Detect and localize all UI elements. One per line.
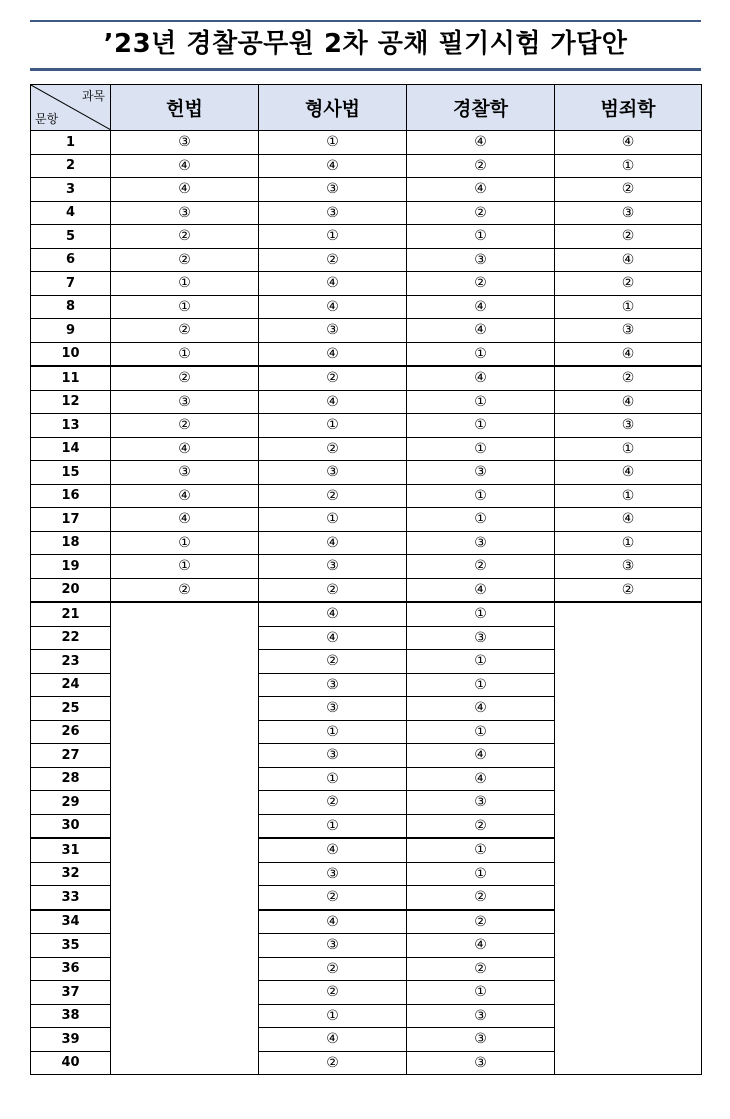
answer-cell: ① (555, 484, 702, 508)
answer-cell: ③ (407, 1051, 555, 1075)
answer-cell: ④ (259, 1028, 407, 1052)
answer-cell: ③ (259, 697, 407, 721)
question-number: 35 (31, 934, 111, 958)
question-number: 32 (31, 862, 111, 886)
question-number: 25 (31, 697, 111, 721)
question-number: 13 (31, 414, 111, 438)
question-number: 14 (31, 437, 111, 461)
question-number: 1 (31, 131, 111, 155)
answer-cell: ② (259, 366, 407, 390)
question-number: 29 (31, 791, 111, 815)
question-number: 21 (31, 602, 111, 626)
answer-cell: ④ (555, 390, 702, 414)
table-row (31, 555, 702, 579)
answer-cell: ④ (111, 178, 259, 202)
blank-cell-criminology (555, 602, 702, 1075)
table-row (31, 390, 702, 414)
subject-header-police-science: 경찰학 (407, 85, 555, 131)
answer-cell: ① (259, 767, 407, 791)
answer-table (30, 84, 702, 1075)
answer-cell: ③ (407, 1004, 555, 1028)
table-row (31, 201, 702, 225)
answer-body (31, 131, 702, 1075)
table-row (31, 248, 702, 272)
title-block (30, 20, 701, 71)
answer-cell: ② (407, 814, 555, 838)
table-row (31, 154, 702, 178)
answer-cell: ④ (407, 767, 555, 791)
question-number: 19 (31, 555, 111, 579)
answer-cell: ① (259, 225, 407, 249)
answer-cell: ③ (555, 414, 702, 438)
title-top-rule (30, 20, 701, 22)
question-number: 23 (31, 650, 111, 674)
answer-cell: ④ (407, 131, 555, 155)
question-number: 27 (31, 744, 111, 768)
answer-cell: ④ (555, 342, 702, 366)
answer-cell: ② (111, 578, 259, 602)
answer-cell: ① (259, 814, 407, 838)
question-number: 36 (31, 957, 111, 981)
answer-cell: ① (407, 414, 555, 438)
answer-cell: ④ (407, 295, 555, 319)
answer-cell: ② (259, 484, 407, 508)
answer-cell: ② (259, 248, 407, 272)
answer-cell: ③ (259, 461, 407, 485)
question-number: 6 (31, 248, 111, 272)
question-number: 31 (31, 838, 111, 862)
answer-cell: ② (111, 225, 259, 249)
answer-cell: ③ (407, 461, 555, 485)
answer-cell: ④ (555, 461, 702, 485)
answer-cell: ③ (407, 791, 555, 815)
answer-cell: ② (555, 366, 702, 390)
question-number: 10 (31, 342, 111, 366)
title-bottom-rule (30, 68, 701, 71)
answer-cell: ① (259, 1004, 407, 1028)
answer-cell: ③ (259, 862, 407, 886)
question-number: 18 (31, 531, 111, 555)
answer-cell: ① (111, 555, 259, 579)
table-row (31, 578, 702, 602)
answer-cell: ② (555, 578, 702, 602)
answer-cell: ② (259, 1051, 407, 1075)
question-number: 8 (31, 295, 111, 319)
answer-cell: ④ (407, 578, 555, 602)
answer-cell: ④ (259, 342, 407, 366)
question-number: 24 (31, 673, 111, 697)
answer-cell: ① (259, 131, 407, 155)
subject-header-criminal-law: 형사법 (259, 85, 407, 131)
answer-cell: ④ (259, 626, 407, 650)
answer-cell: ② (111, 414, 259, 438)
answer-cell: ④ (259, 390, 407, 414)
answer-cell: ① (407, 673, 555, 697)
answer-cell: ③ (259, 555, 407, 579)
answer-cell: ④ (259, 272, 407, 296)
answer-cell: ④ (407, 697, 555, 721)
answer-cell: ② (259, 957, 407, 981)
question-number: 37 (31, 981, 111, 1005)
answer-cell: ① (259, 720, 407, 744)
answer-cell: ① (407, 838, 555, 862)
answer-cell: ④ (259, 838, 407, 862)
table-row (31, 366, 702, 390)
question-number: 22 (31, 626, 111, 650)
answer-cell: ④ (259, 295, 407, 319)
answer-cell: ② (555, 225, 702, 249)
answer-cell: ④ (407, 744, 555, 768)
answer-cell: ① (407, 508, 555, 532)
question-number: 26 (31, 720, 111, 744)
question-number: 9 (31, 319, 111, 343)
answer-cell: ② (259, 886, 407, 910)
header-row (31, 85, 702, 131)
answer-cell: ② (407, 154, 555, 178)
answer-cell: ② (407, 957, 555, 981)
answer-cell: ③ (407, 626, 555, 650)
answer-cell: ① (259, 508, 407, 532)
table-row (31, 461, 702, 485)
answer-cell: ③ (111, 461, 259, 485)
answer-cell: ③ (555, 201, 702, 225)
subject-label: 과목 (81, 89, 105, 103)
subject-header-constitution: 헌법 (111, 85, 259, 131)
answer-cell: ③ (407, 531, 555, 555)
answer-cell: ④ (259, 154, 407, 178)
answer-cell: ① (111, 295, 259, 319)
answer-cell: ① (555, 154, 702, 178)
answer-cell: ④ (259, 602, 407, 626)
answer-cell: ① (111, 531, 259, 555)
answer-cell: ④ (555, 248, 702, 272)
answer-cell: ① (407, 862, 555, 886)
subject-header-criminology: 범죄학 (555, 85, 702, 131)
table-row (31, 272, 702, 296)
answer-cell: ① (407, 484, 555, 508)
answer-cell: ③ (259, 201, 407, 225)
answer-cell: ② (407, 272, 555, 296)
table-row (31, 508, 702, 532)
question-number: 38 (31, 1004, 111, 1028)
question-number: 20 (31, 578, 111, 602)
question-number: 40 (31, 1051, 111, 1075)
question-number: 5 (31, 225, 111, 249)
table-row (31, 437, 702, 461)
answer-cell: ② (407, 201, 555, 225)
question-number: 15 (31, 461, 111, 485)
answer-cell: ① (407, 650, 555, 674)
answer-cell: ① (407, 602, 555, 626)
page-title: ’23년 경찰공무원 2차 공채 필기시험 가답안 (103, 29, 628, 59)
question-number: 17 (31, 508, 111, 532)
answer-cell: ④ (111, 484, 259, 508)
answer-cell: ① (407, 981, 555, 1005)
answer-cell: ④ (407, 178, 555, 202)
question-number: 30 (31, 814, 111, 838)
answer-cell: ① (111, 342, 259, 366)
answer-cell: ① (555, 531, 702, 555)
answer-cell: ③ (407, 1028, 555, 1052)
answer-cell: ① (407, 225, 555, 249)
table-row (31, 531, 702, 555)
answer-cell: ④ (407, 319, 555, 343)
answer-cell: ① (407, 390, 555, 414)
answer-cell: ③ (259, 673, 407, 697)
table-row (31, 131, 702, 155)
answer-cell: ③ (111, 390, 259, 414)
answer-cell: ④ (111, 437, 259, 461)
question-number: 16 (31, 484, 111, 508)
question-number: 7 (31, 272, 111, 296)
answer-cell: ② (259, 650, 407, 674)
table-row (31, 225, 702, 249)
answer-cell: ② (259, 437, 407, 461)
answer-cell: ④ (259, 531, 407, 555)
question-number: 34 (31, 910, 111, 934)
answer-cell: ③ (259, 319, 407, 343)
table-row (31, 484, 702, 508)
answer-cell: ① (555, 437, 702, 461)
question-number: 28 (31, 767, 111, 791)
answer-cell: ① (111, 272, 259, 296)
question-number: 39 (31, 1028, 111, 1052)
answer-cell: ② (111, 248, 259, 272)
answer-cell: ③ (555, 555, 702, 579)
question-number: 33 (31, 886, 111, 910)
answer-cell: ② (407, 910, 555, 934)
answer-cell: ③ (259, 744, 407, 768)
answer-cell: ④ (111, 508, 259, 532)
table-row (31, 602, 702, 626)
answer-cell: ② (407, 886, 555, 910)
answer-cell: ④ (555, 131, 702, 155)
answer-cell: ① (407, 720, 555, 744)
answer-cell: ④ (555, 508, 702, 532)
question-number: 4 (31, 201, 111, 225)
answer-cell: ③ (555, 319, 702, 343)
answer-cell: ① (407, 342, 555, 366)
diagonal-header-cell (31, 85, 111, 131)
table-row (31, 178, 702, 202)
answer-cell: ④ (259, 910, 407, 934)
answer-cell: ① (555, 295, 702, 319)
table-row (31, 414, 702, 438)
answer-cell: ③ (111, 131, 259, 155)
answer-cell: ④ (407, 934, 555, 958)
blank-cell-constitution (111, 602, 259, 1075)
table-row (31, 342, 702, 366)
answer-cell: ① (259, 414, 407, 438)
answer-cell: ③ (407, 248, 555, 272)
answer-cell: ② (259, 578, 407, 602)
answer-cell: ② (111, 366, 259, 390)
table-row (31, 319, 702, 343)
question-label: 문항 (35, 112, 59, 126)
answer-cell: ③ (259, 178, 407, 202)
question-number: 12 (31, 390, 111, 414)
answer-cell: ③ (111, 201, 259, 225)
question-number: 11 (31, 366, 111, 390)
answer-cell: ② (555, 178, 702, 202)
answer-cell: ③ (259, 934, 407, 958)
answer-cell: ② (407, 555, 555, 579)
answer-cell: ④ (407, 366, 555, 390)
question-number: 3 (31, 178, 111, 202)
answer-cell: ④ (111, 154, 259, 178)
question-number: 2 (31, 154, 111, 178)
answer-cell: ① (407, 437, 555, 461)
table-row (31, 295, 702, 319)
answer-cell: ② (111, 319, 259, 343)
answer-cell: ② (555, 272, 702, 296)
answer-cell: ② (259, 981, 407, 1005)
answer-cell: ② (259, 791, 407, 815)
